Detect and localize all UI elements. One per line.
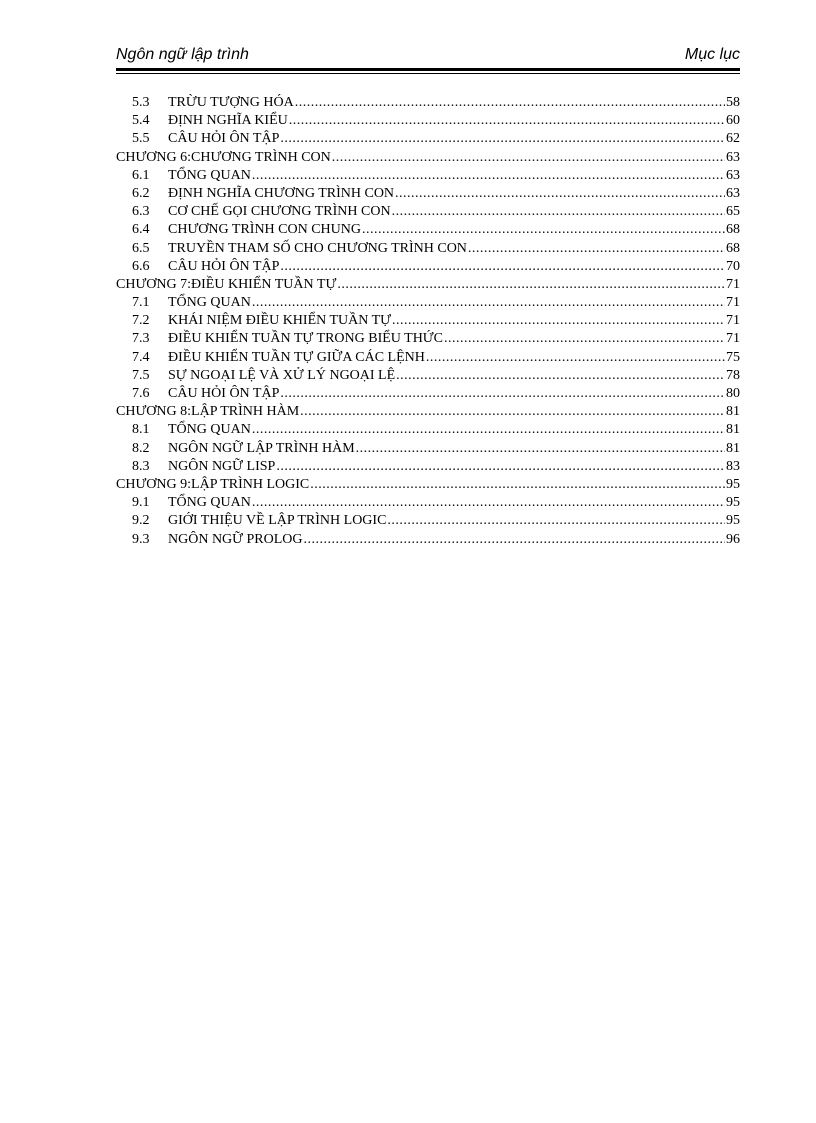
toc-section-number — [116, 349, 168, 367]
toc-section-number — [116, 185, 168, 203]
toc-chapter-number: CHƯƠNG 8: — [116, 404, 192, 420]
toc-chapter-entry[interactable] — [116, 149, 740, 167]
toc-entry-title: CÂU HỎI ÔN TẬP — [168, 386, 280, 401]
toc-section-entry[interactable] — [116, 531, 740, 549]
toc-entry-title: ĐIỀU KHIỂN TUẦN TỰ — [191, 276, 337, 292]
toc-entry-title: TRUYỀN THAM SỐ CHO CHƯƠNG TRÌNH CON — [168, 240, 467, 256]
toc-dot-leader — [392, 203, 725, 221]
toc-section-number — [116, 385, 168, 403]
toc-dot-leader — [304, 531, 725, 549]
toc-dot-leader — [280, 258, 725, 276]
toc-page-number: 58 — [726, 95, 740, 110]
toc-entry-title: CÂU HỎI ÔN TẬP — [168, 131, 280, 147]
toc-section-number — [116, 512, 168, 530]
toc-entry-title: GIỚI THIỆU VỀ LẬP TRÌNH LOGIC — [168, 513, 387, 529]
toc-entry-title: ĐIỀU KHIỂN TUẦN TỰ GIỮA CÁC LỆNH — [168, 349, 425, 365]
toc-dot-leader — [252, 167, 725, 185]
toc-entry-title: CƠ CHẾ GỌI CHƯƠNG TRÌNH CON — [168, 204, 391, 220]
toc-page-number: 75 — [726, 349, 740, 365]
header-rule-thin — [116, 73, 740, 74]
toc-section-number-text: 7.2 — [132, 313, 150, 329]
toc-section-number-text: 5.3 — [132, 95, 150, 110]
toc-chapter-entry[interactable] — [116, 476, 740, 494]
toc-chapter-entry[interactable] — [116, 276, 740, 294]
toc-section-entry[interactable] — [116, 94, 740, 112]
toc-page-number: 81 — [726, 440, 740, 456]
toc-section-number-text: 9.2 — [132, 513, 150, 529]
toc-page-number: 71 — [726, 276, 740, 292]
toc-entry-title: ĐỊNH NGHĨA CHƯƠNG TRÌNH CON — [168, 185, 395, 201]
toc-section-number-text: 9.3 — [132, 531, 150, 547]
toc-dot-leader — [362, 221, 725, 239]
toc-section-number-text: 8.1 — [132, 422, 150, 438]
toc-chapter-entry[interactable] — [116, 403, 740, 421]
toc-section-number-text: 7.4 — [132, 349, 150, 365]
toc-section-number — [116, 294, 168, 312]
toc-entry-title: TỔNG QUAN — [168, 422, 251, 438]
toc-section-number — [116, 367, 168, 385]
toc-section-number — [116, 258, 168, 276]
toc-section-number — [116, 421, 168, 439]
toc-dot-leader — [300, 403, 725, 421]
toc-section-entry[interactable] — [116, 185, 740, 203]
toc-section-number — [116, 440, 168, 458]
toc-section-number — [116, 312, 168, 330]
toc-entry-title: NGÔN NGỮ PROLOG — [168, 531, 303, 547]
toc-section-entry[interactable] — [116, 240, 740, 258]
toc-section-entry[interactable] — [116, 294, 740, 312]
toc-section-entry[interactable] — [116, 458, 740, 476]
toc-page-number: 95 — [726, 476, 740, 492]
toc-section-entry[interactable] — [116, 258, 740, 276]
toc-dot-leader — [387, 512, 725, 530]
toc-section-number-text: 6.5 — [132, 240, 150, 256]
toc-page-number: 68 — [726, 222, 740, 238]
page-header — [116, 44, 740, 68]
toc-section-number-text: 6.2 — [132, 185, 150, 201]
toc-dot-leader — [280, 385, 725, 403]
toc-dot-leader — [444, 330, 725, 348]
toc-section-number — [116, 221, 168, 239]
toc-page-number: 63 — [726, 167, 740, 183]
toc-section-number-text: 9.1 — [132, 495, 150, 511]
toc-dot-leader — [289, 112, 725, 130]
table-of-contents — [116, 94, 740, 549]
toc-entry-title: LẬP TRÌNH HÀM — [191, 404, 300, 420]
toc-section-number-text: 5.5 — [132, 131, 150, 147]
toc-entry-title: KHÁI NIỆM ĐIỀU KHIỂN TUẦN TỰ — [168, 313, 392, 329]
toc-section-entry[interactable] — [116, 421, 740, 439]
toc-page-number: 68 — [726, 240, 740, 256]
toc-section-number — [116, 330, 168, 348]
toc-section-entry[interactable] — [116, 167, 740, 185]
toc-entry-title: TỔNG QUAN — [168, 295, 251, 311]
toc-section-number-text: 6.6 — [132, 258, 150, 274]
toc-section-entry[interactable] — [116, 330, 740, 348]
toc-section-number — [116, 167, 168, 185]
toc-page-number: 62 — [726, 131, 740, 147]
toc-section-entry[interactable] — [116, 512, 740, 530]
toc-section-entry[interactable] — [116, 440, 740, 458]
toc-dot-leader — [426, 349, 725, 367]
toc-entry-title: ĐIỀU KHIỂN TUẦN TỰ TRONG BIỂU THỨC — [168, 331, 444, 347]
toc-entry-title: TỔNG QUAN — [168, 167, 251, 183]
toc-section-entry[interactable] — [116, 130, 740, 148]
toc-dot-leader — [252, 421, 725, 439]
toc-section-number-text: 5.4 — [132, 113, 150, 129]
toc-entry-title: SỰ NGOẠI LỆ VÀ XỬ LÝ NGOẠI LỆ — [168, 367, 396, 383]
toc-section-entry[interactable] — [116, 367, 740, 385]
toc-entry-title: NGÔN NGỮ LẬP TRÌNH HÀM — [168, 440, 355, 456]
header-rule-thick — [116, 68, 740, 71]
toc-dot-leader — [337, 276, 725, 294]
toc-dot-leader — [280, 130, 725, 148]
toc-section-number-text: 6.4 — [132, 222, 150, 238]
toc-section-number — [116, 112, 168, 130]
toc-entry-title: CHƯƠNG TRÌNH CON CHUNG — [168, 222, 361, 238]
toc-dot-leader — [332, 149, 725, 167]
toc-dot-leader — [252, 294, 725, 312]
toc-page-number: 63 — [726, 185, 740, 201]
toc-page-number: 71 — [726, 313, 740, 329]
toc-page-number: 81 — [726, 404, 740, 420]
toc-chapter-number: CHƯƠNG 6: — [116, 149, 192, 165]
toc-section-number — [116, 531, 168, 549]
toc-dot-leader — [396, 367, 725, 385]
toc-section-number-text: 8.3 — [132, 458, 150, 474]
toc-page-number: 71 — [726, 295, 740, 311]
toc-section-number — [116, 94, 168, 112]
toc-section-entry[interactable] — [116, 494, 740, 512]
toc-section-number — [116, 203, 168, 221]
toc-page-number: 80 — [726, 386, 740, 401]
toc-section-number-text: 7.1 — [132, 295, 150, 311]
toc-section-number — [116, 130, 168, 148]
toc-dot-leader — [295, 94, 725, 112]
toc-page-number: 95 — [726, 495, 740, 511]
toc-entry-title: LẬP TRÌNH LOGIC — [191, 476, 310, 492]
toc-dot-leader — [310, 476, 725, 494]
toc-entry-title: CHƯƠNG TRÌNH CON — [191, 149, 331, 165]
toc-entry-title: CÂU HỎI ÔN TẬP — [168, 258, 280, 274]
toc-dot-leader — [252, 494, 725, 512]
toc-section-entry[interactable] — [116, 221, 740, 239]
toc-dot-leader — [356, 440, 725, 458]
toc-page-number: 71 — [726, 331, 740, 347]
toc-section-number — [116, 494, 168, 512]
toc-section-number-text: 7.6 — [132, 386, 150, 401]
toc-section-entry[interactable] — [116, 312, 740, 330]
toc-section-entry[interactable] — [116, 203, 740, 221]
toc-section-number-text: 7.3 — [132, 331, 150, 347]
toc-chapter-number: CHƯƠNG 9: — [116, 476, 192, 492]
toc-section-entry[interactable] — [116, 112, 740, 130]
toc-chapter-number: CHƯƠNG 7: — [116, 276, 192, 292]
toc-section-number-text: 7.5 — [132, 367, 150, 383]
toc-section-number — [116, 240, 168, 258]
toc-section-number — [116, 458, 168, 476]
header-section-title: Mục lục — [684, 46, 740, 63]
toc-entry-title: NGÔN NGỮ LISP — [168, 458, 276, 474]
toc-entry-title: TỔNG QUAN — [168, 495, 251, 511]
toc-entry-title: ĐỊNH NGHĨA KIỂU — [168, 113, 288, 129]
toc-page-number: 95 — [726, 513, 740, 529]
toc-section-number-text: 8.2 — [132, 440, 150, 456]
toc-section-entry[interactable] — [116, 349, 740, 367]
toc-page-number: 63 — [726, 149, 740, 165]
toc-page-number: 96 — [726, 531, 740, 547]
toc-dot-leader — [395, 185, 725, 203]
toc-entry-title: TRỪU TƯỢNG HÓA — [168, 95, 294, 110]
header-book-title: Ngôn ngữ lập trình — [116, 46, 249, 63]
toc-section-entry[interactable] — [116, 385, 740, 403]
toc-page-number: 81 — [726, 422, 740, 438]
toc-dot-leader — [392, 312, 725, 330]
toc-section-number-text: 6.3 — [132, 204, 150, 220]
toc-dot-leader — [276, 458, 725, 476]
toc-page-number: 65 — [726, 204, 740, 220]
toc-page-number: 83 — [726, 458, 740, 474]
toc-page-number: 78 — [726, 367, 740, 383]
toc-page-number: 60 — [726, 113, 740, 129]
toc-page-number: 70 — [726, 258, 740, 274]
toc-dot-leader — [468, 240, 725, 258]
toc-section-number-text: 6.1 — [132, 167, 150, 183]
